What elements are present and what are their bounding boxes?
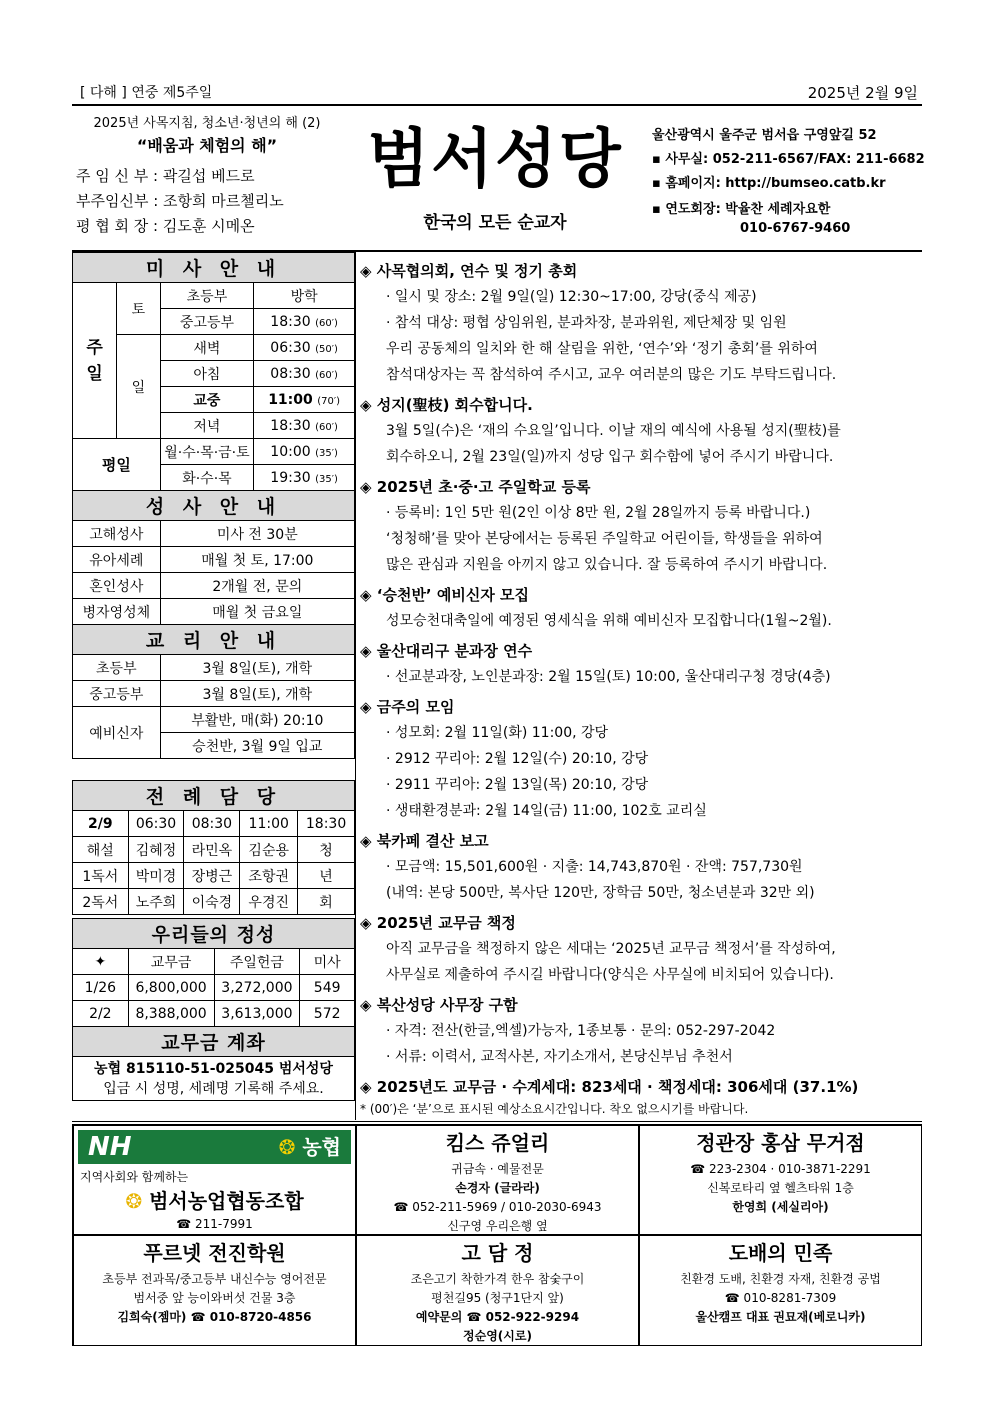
ad-line: 범서중 앞 능이와버섯 건물 3층: [133, 1291, 296, 1305]
notice-heading: ◈ 북카페 결산 보고: [360, 828, 922, 854]
ad-line: 귀금속 · 예물전문: [451, 1162, 544, 1176]
liturgy-title: 전 례 담 당: [73, 781, 355, 811]
theme-line2: “배움과 체험의 해”: [136, 136, 278, 155]
footnote: * (00′)은 ‘분’으로 표시된 예상소요시간입니다. 착오 없으시기를 바랍니다.: [360, 1102, 749, 1116]
catechism-name: 초등부: [73, 655, 161, 681]
sacrament-info: 미사 전 30분: [160, 521, 354, 547]
notice-item: ‘청청해’를 맞아 본당에서는 등록된 주일학교 어린이들, 학생들을 위하여: [386, 531, 823, 547]
ad-wallpaper: [639, 1235, 922, 1346]
sunday-day-label: 일: [117, 335, 161, 439]
catechumen-class-b: 승천반, 3월 9일 입교: [160, 733, 354, 759]
footer-divider: [72, 1121, 922, 1122]
nonghyup-logo: ❂ 농협: [278, 1134, 341, 1159]
ad-name: 킴스 쥬얼리: [445, 1131, 550, 1155]
ad-line: 손경자 (글라라): [455, 1181, 540, 1195]
liturgy-time: 08:30: [184, 811, 240, 837]
sacrament-info: 매월 첫 금요일: [160, 599, 354, 625]
notice-item: 3월 5일(수)은 ‘재의 수요일’입니다. 이날 재의 예식에 사용될 성지(聖枝)를: [386, 423, 841, 439]
ad-line: ☎ 211-7991: [176, 1217, 253, 1231]
liturgy-role: 2독서: [73, 889, 129, 915]
offering-value: 8,388,000: [128, 1001, 214, 1027]
saturday-label: 토: [117, 283, 161, 335]
notice-item: 우리 공동체의 일치와 한 해 살림을 위한, ‘연수’와 ‘정기 총회’를 위하여: [386, 341, 818, 357]
mass-time: 19:30 (35′): [254, 465, 355, 491]
assistant-pastor: 부주임신부 : 조항희 마르첼리노: [76, 192, 284, 210]
parish-name: 범서성당: [367, 122, 623, 197]
notice-item: · 선교분과장, 노인분과장: 2월 15일(토) 10:00, 울산대리구청 경당(4층): [360, 664, 922, 690]
sacrament-info: 2개월 전, 문의: [160, 573, 354, 599]
pastor: 주 임 신 부 : 곽길섭 베드로: [76, 167, 255, 185]
catechism-title: 교 리 안 내: [73, 625, 355, 655]
notice-item: · 생태환경분과: 2월 14일(금) 11:00, 102호 교리실: [360, 798, 922, 824]
nonghyup-icon: ❂: [278, 1134, 296, 1159]
offering-value: 6,800,000: [128, 975, 214, 1001]
ad-name: 푸르넷 전진학원: [143, 1241, 286, 1265]
liturgy-person: 년: [298, 863, 355, 889]
ad-godamjeong: [356, 1235, 639, 1346]
mass-time: 06:30 (50′): [254, 335, 355, 361]
ad-ginseng: [639, 1125, 922, 1235]
notice-heading: ◈ 복산성당 사무장 구함: [360, 992, 922, 1018]
offering-value: 549: [300, 975, 355, 1001]
mass-title: 미 사 안 내: [73, 253, 355, 283]
left-info-table: [72, 252, 355, 759]
notice-item: · 모금액: 15,501,600원 · 지출: 14,743,870원 · 잔액: 757,730원: [360, 854, 922, 880]
ad-name: ❂ 범서농업협동조합: [125, 1189, 304, 1213]
liturgy-person: 노주희: [128, 889, 184, 915]
offering-value: 3,613,000: [214, 1001, 300, 1027]
contact-block: [652, 124, 927, 238]
ad-line: ☎ 010-8281-7309: [724, 1291, 837, 1305]
ad-line: 친환경 도배, 친환경 자재, 친환경 공법: [680, 1272, 881, 1286]
notice-item: 많은 관심과 지원을 아끼지 않고 있습니다. 잘 등록하여 주시기 바랍니다.: [386, 557, 828, 573]
notice-item: · 2912 꾸리아: 2월 12일(수) 20:10, 강당: [360, 746, 922, 772]
mass-name: 중고등부: [160, 309, 254, 335]
theme-line1: 2025년 사목지침, 청소년·청년의 해 (2): [93, 116, 321, 131]
mass-name: 초등부: [160, 283, 254, 309]
notice-item: 회수하오니, 2월 23일(일)까지 성당 입구 회수함에 넣어 주시기 바랍니다.: [386, 449, 834, 465]
liturgy-person: 김혜정: [128, 837, 184, 863]
nonghyup-small-icon: ❂: [125, 1189, 143, 1213]
ad-line: 울산캠프 대표 권묘재(베로니카): [695, 1310, 866, 1324]
sacrament-name: 혼인성사: [73, 573, 161, 599]
mass-name: 새벽: [160, 335, 254, 361]
sacrament-name: 고해성사: [73, 521, 161, 547]
weekday-label: 평일: [73, 439, 161, 491]
ad-line: 조은고기 착한가격 한우 참숯구이: [410, 1272, 585, 1286]
ad-line: ☎ 223-2304 · 010-3871-2291: [690, 1162, 871, 1176]
account-title: 교무금 계좌: [73, 1027, 355, 1057]
sacrament-name: 병자영성체: [73, 599, 161, 625]
liturgy-role: 해설: [73, 837, 129, 863]
ad-line: 한영희 (세실리아): [732, 1200, 829, 1214]
ad-kims: [356, 1125, 639, 1235]
notice-heading: ◈ 사목협의회, 연수 및 정기 총회: [360, 258, 922, 284]
nonghyup-banner: [78, 1130, 351, 1164]
notice-item: · 자격: 전산(한글,엑셀)가능자, 1종보통 · 문의: 052-297-2042: [360, 1018, 922, 1044]
ad-academy: [73, 1235, 356, 1346]
liturgy-role: 1독서: [73, 863, 129, 889]
sacrament-title: 성 사 안 내: [73, 491, 355, 521]
liturgy-person: 우경진: [240, 889, 298, 915]
header-strip: [72, 78, 922, 106]
offering-value: 572: [300, 1001, 355, 1027]
notice-item: · 성모회: 2월 11일(화) 11:00, 강당: [360, 720, 922, 746]
liturgy-time: 06:30: [128, 811, 184, 837]
liturgy-time: 11:00: [240, 811, 298, 837]
homepage-link[interactable]: ▪ 홈페이지: http://bumseo.catb.kr: [652, 172, 927, 196]
notice-item: · 참석 대상: 평협 상임위원, 분과차장, 분과위원, 제단체장 및 임원: [360, 310, 922, 336]
liturgy-person: 라민옥: [184, 837, 240, 863]
catechumen-label: 예비신자: [73, 707, 161, 759]
ad-line: 신구영 우리은행 옆: [447, 1219, 548, 1233]
notice-item: 참석대상자는 꼭 참석하여 주시고, 교우 여러분의 많은 기도 부탁드립니다.: [386, 367, 837, 383]
ads-block: [72, 1124, 922, 1346]
sacrament-info: 매월 첫 토, 17:00: [160, 547, 354, 573]
mass-name: 화·수·목: [160, 465, 254, 491]
parish-subtitle: 한국의 모든 순교자: [423, 213, 567, 233]
notice-heading: ◈ ‘승천반’ 예비신자 모집: [360, 582, 922, 608]
mass-name: 월·수·목·금·토: [160, 439, 254, 465]
ad-line: 신복로타리 옆 헬츠타워 1층: [707, 1181, 854, 1195]
liturgy-person: 회: [298, 889, 355, 915]
liturgy-person: 조항권: [240, 863, 298, 889]
notice-item: · 서류: 이력서, 교적사본, 자기소개서, 본당신부님 추천서: [360, 1044, 922, 1070]
ad-name: 도배의 민족: [728, 1241, 833, 1265]
liturgy-person: 이숙경: [184, 889, 240, 915]
notice-heading: ◈ 2025년 교무금 책정: [360, 910, 922, 936]
offering-date: 1/26: [73, 975, 129, 1001]
notices-column: [360, 258, 922, 1118]
offering-value: 3,272,000: [214, 975, 300, 1001]
catechism-info: 3월 8일(토), 개학: [160, 655, 354, 681]
mass-name: 저녁: [160, 413, 254, 439]
offering-head: 미사: [300, 949, 355, 975]
sparkle-icon: ✦: [73, 949, 129, 975]
notice-heading: ◈ 성지(聖枝) 회수합니다.: [360, 392, 922, 418]
notice-item: 아직 교무금을 책정하지 않은 세대는 ‘2025년 교무금 책정서’를 작성하여,: [386, 941, 836, 957]
ad-name: 정관장 홍삼 무거점: [696, 1131, 865, 1155]
catechism-info: 3월 8일(토), 개학: [160, 681, 354, 707]
liturgy-table: [72, 780, 355, 915]
offering-table: [72, 918, 355, 1101]
mass-name: 교중: [160, 387, 254, 413]
ad-line: 김희숙(젬마) ☎ 010-8720-4856: [117, 1310, 312, 1324]
ad-line: ☎ 052-211-5969 / 010-2030-6943: [393, 1200, 602, 1214]
issue-date: 2025년 2월 9일: [807, 84, 918, 102]
ad-name: 고 담 정: [461, 1241, 534, 1265]
mass-name: 아침: [160, 361, 254, 387]
nh-logo: NH: [88, 1131, 132, 1162]
notice-item: 성모승천대축일에 예정된 영세식을 위해 예비신자 모집합니다(1월~2월).: [386, 613, 832, 629]
council-head: 평 협 회 장 : 김도훈 시메온: [76, 217, 255, 235]
sunday-label: 주 일: [73, 283, 117, 439]
liturgical-week: [ 다해 ] 연중 제5주일: [80, 85, 213, 101]
account-info: 농협 815110-51-025045 범서성당 입금 시 성명, 세례명 기록해 주세요.: [73, 1057, 355, 1101]
head-phone: 010-6767-9460: [740, 221, 851, 236]
ad-line: 지역사회와 함께하는: [80, 1170, 189, 1184]
notice-item: · 일시 및 장소: 2월 9일(일) 12:30~17:00, 강당(중식 제공): [360, 284, 922, 310]
ad-nonghyup: [73, 1125, 356, 1235]
mass-time: 10:00 (35′): [254, 439, 355, 465]
theme-block: [72, 112, 342, 239]
notice-heading: ◈ 2025년도 교무금 · 수계세대: 823세대 · 책정세대: 306세대 (37.1%): [360, 1074, 922, 1100]
notice-heading: ◈ 2025년 초·중·고 주일학교 등록: [360, 474, 922, 500]
notice-heading: ◈ 금주의 모임: [360, 694, 922, 720]
sacrament-name: 유아세례: [73, 547, 161, 573]
liturgy-person: 청: [298, 837, 355, 863]
mass-time: 18:30 (60′): [254, 309, 355, 335]
ad-line: 예약문의 ☎ 052-922-9294: [415, 1310, 580, 1324]
mass-time: 18:30 (60′): [254, 413, 355, 439]
mass-time: 11:00 (70′): [254, 387, 355, 413]
office-phone: ▪ 사무실: 052-211-6567/FAX: 211-6682: [652, 148, 927, 172]
ad-line: 평천길95 (청구1단지 앞): [431, 1291, 564, 1305]
ad-line: 초등부 전과목/중고등부 내신수능 영어전문: [102, 1272, 327, 1286]
staff-list: [72, 164, 342, 239]
notice-heading: ◈ 울산대리구 분과장 연수: [360, 638, 922, 664]
notice-item: · 등록비: 1인 5만 원(2인 이상 8만 원, 2월 28일까지 등록 바랍니다.): [360, 500, 922, 526]
liturgy-person: 장병근: [184, 863, 240, 889]
address: 울산광역시 울주군 범서읍 구영앞길 52: [652, 128, 877, 143]
column-divider: [355, 252, 356, 1120]
liturgy-person: 박미경: [128, 863, 184, 889]
head-name: ▪ 연도회장: 박율찬 세례자요한: [652, 200, 927, 220]
liturgy-time: 18:30: [298, 811, 355, 837]
notice-item: 사무실로 제출하여 주시길 바랍니다(양식은 사무실에 비치되어 있습니다).: [386, 967, 834, 983]
notice-item: (내역: 본당 500만, 복사단 120만, 장학금 50만, 청소년분과 32만 외): [386, 885, 815, 901]
mass-time: 08:30 (60′): [254, 361, 355, 387]
ad-line: 정순영(시로): [463, 1329, 532, 1343]
catechumen-class-a: 부활반, 매(화) 20:10: [160, 707, 354, 733]
offering-title: 우리들의 정성: [73, 919, 355, 949]
liturgy-date: 2/9: [73, 811, 129, 837]
notice-item: · 2911 꾸리아: 2월 13일(목) 20:10, 강당: [360, 772, 922, 798]
liturgy-person: 김순용: [240, 837, 298, 863]
mass-time: 방학: [254, 283, 355, 309]
offering-date: 2/2: [73, 1001, 129, 1027]
offering-head: 주일헌금: [214, 949, 300, 975]
offering-head: 교무금: [128, 949, 214, 975]
catechism-name: 중고등부: [73, 681, 161, 707]
